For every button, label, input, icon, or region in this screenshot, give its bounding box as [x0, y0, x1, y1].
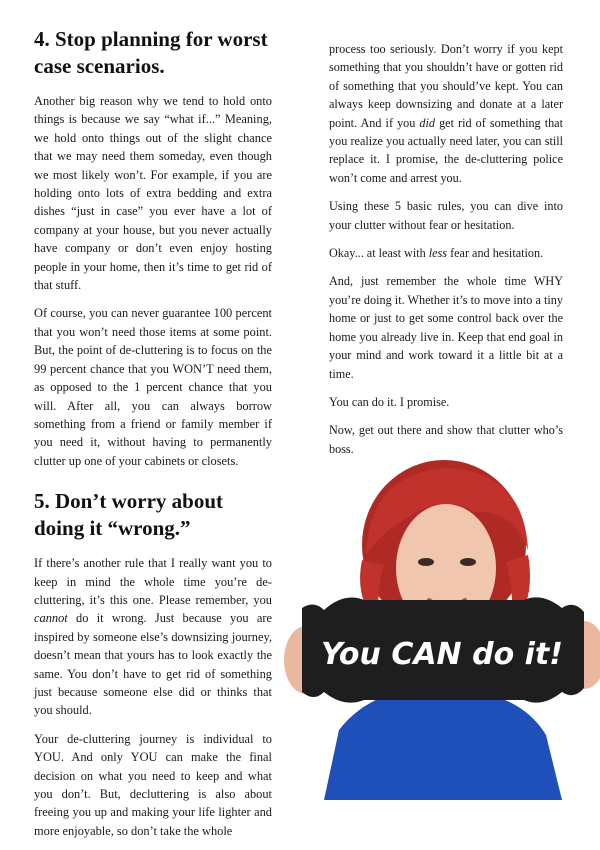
left-eye: [418, 558, 434, 566]
right-paragraph-3: Okay... at least with less fear and hesitation.: [329, 246, 544, 261]
emphasis-less: less: [428, 246, 448, 261]
emphasis-cannot: cannot: [34, 611, 68, 626]
author-photo: [284, 450, 600, 800]
right-paragraph-1: process too seriously. Don’t worry if you kept something that you shouldn’t have or gotten rid of something that you should’ve kept. You can always keep downsizing and donate at a later point. And if you did get rid of something that you realize you actually need later, you can still replace it. I promise, the de-cluttering police won’t come and arrest you.: [329, 42, 563, 185]
blue-shirt: [324, 688, 562, 800]
right-eye: [460, 558, 476, 566]
emphasis-did: did: [419, 115, 435, 130]
right-paragraph-2: Using these 5 basic rules, you can dive into your clutter without fear or hesitation.: [329, 199, 563, 232]
right-paragraph-4: And, just remember the whole time WHY you’re doing it. Whether it’s to move into a tiny home or just to get some control back over the home you already live in. Keep that end goal in your mind and work toward it a little bit at a time.: [329, 274, 563, 381]
section-5-paragraph-2: Your de-cluttering journey is individual to YOU. And only YOU can make the final decision on what you need to keep and what you don’t. But, decluttering is also about freeing you up and making your life lighter and more enjoyable, so don’t take the whole: [34, 731, 272, 838]
sign-text: You CAN do it!: [321, 637, 563, 672]
woman-holding-sign-illustration: [284, 450, 600, 800]
right-paragraph-6: Now, get out there and show that clutter who’s boss.: [329, 423, 563, 456]
right-paragraph-5: You can do it. I promise.: [329, 394, 450, 409]
right-column: [329, 40, 563, 468]
section-4-paragraph-1: Another big reason why we tend to hold onto things is because we say “what if...” Meaning, we hold onto things out of the slight chance that we may need them someday, even though we most likely won’t. For example, if you are holding onto lots of extra bedding and extra dishes “just in case” you ever have a lot of company at your house, but you never actually have company or don’t even enjoy hosting people in your home, then it’s time to get rid of that stuff.: [34, 94, 272, 293]
section-4-heading: 4. Stop planning for worst case scenarios.: [34, 27, 268, 78]
left-column: [34, 26, 272, 850]
section-5-paragraph-1: If there’s another rule that I really want you to keep in mind the whole time you’re de-cluttering, it’s this one. Please remember, you cannot do it wrong. Just because you are inspired by someone else’s downsizing journey, doesn’t mean that yours has to look exactly the same. You don’t have to get rid of something just because someone else did or thinks that you should.: [34, 556, 272, 718]
section-4-paragraph-2: Of course, you can never guarantee 100 percent that you won’t need those items at some point. But, the point of de-cluttering is to focus on the 99 percent chance that you WON’T need them, as opposed to the 1 percent chance that you will. After all, you can always borrow something from a friend or family member if you need it, without having to permanently clutter up one of your cabinets or closets.: [34, 306, 272, 468]
section-5-heading: 5. Don’t worry about doing it “wrong.”: [34, 489, 223, 541]
